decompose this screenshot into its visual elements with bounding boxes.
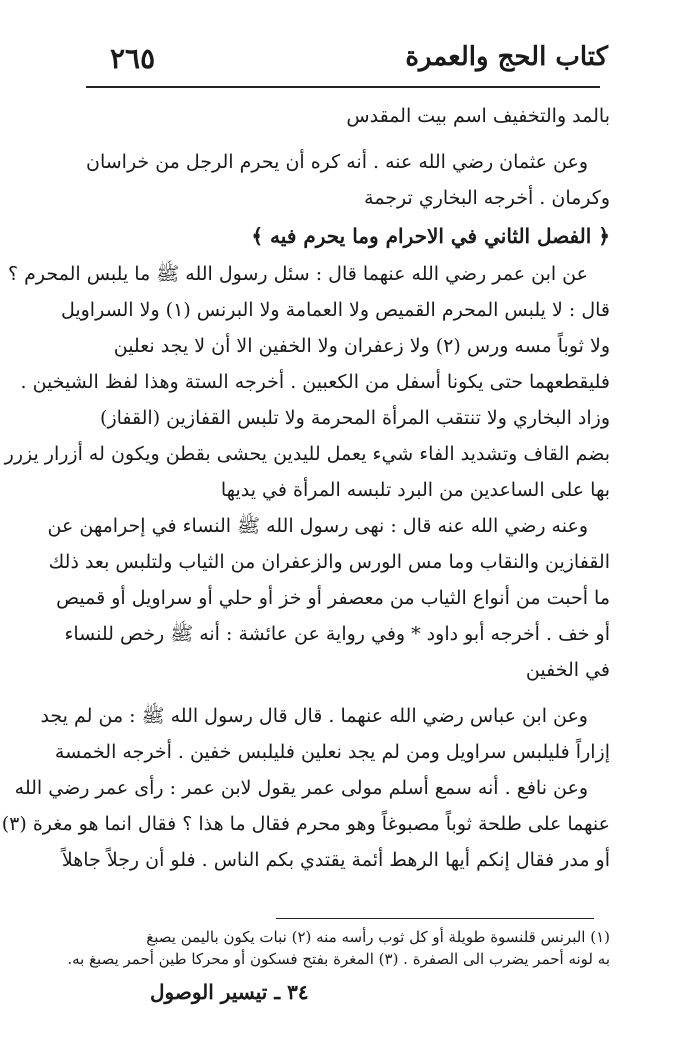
text-line: وزاد البخاري ولا تنتقب المرأة المحرمة ولا تلبس القفازين (القفاز) — [100, 407, 610, 429]
signature-mark: ٣٤ ـ تيسير الوصول — [150, 980, 309, 1004]
text-line: ولا ثوباً مسه ورس (٢) ولا زعفران ولا الخفين الا أن لا يجد نعلين — [113, 335, 610, 357]
main-text — [1, 98, 610, 878]
footnotes — [67, 926, 610, 970]
text-line: وكرمان . أخرجه البخاري ترجمة — [364, 187, 610, 209]
text-line: وعنه رضي الله عنه قال : نهى رسول الله ﷺ النساء في إحرامهن عن — [47, 515, 588, 537]
footnote-line: به لونه أحمر يضرب الى الصفرة . (٣) المغرة بفتح فسكون أو محركا طين أحمر يصبغ به. — [67, 950, 610, 968]
text-line: فليقطعهما حتى يكونا أسفل من الكعبين . أخرجه الستة وهذا لفظ الشيخين . — [20, 371, 610, 393]
text-line: وعن ابن عباس رضي الله عنهما . قال قال رسول الله ﷺ : من لم يجد — [40, 705, 588, 727]
text-line: قال : لا يلبس المحرم القميص ولا العمامة ولا البرنس (١) ولا السراويل — [60, 299, 610, 321]
text-line: إزاراً فليلبس سراويل ومن لم يجد نعلين فليلبس خفين . أخرجه الخمسة — [54, 741, 610, 763]
running-title: كتاب الحج والعمرة — [405, 42, 608, 72]
text-line: ما أحبت من أنواع الثياب من معصفر أو خز أو حلي أو سراويل أو قميص — [56, 587, 610, 609]
footnote-line: (١) البرنس قلنسوة طويلة أو كل ثوب رأسه منه (٢) نبات يكون باليمن يصبغ — [146, 928, 610, 946]
text-line: في الخفين — [525, 659, 610, 681]
text-line: وعن عثمان رضي الله عنه . أنه كره أن يحرم الرجل من خراسان — [86, 151, 588, 173]
text-line: القفازين والنقاب وما مس الورس والزعفران من الثياب ولتلبس بعد ذلك — [48, 551, 610, 573]
text-line: عنهما على طلحة ثوباً مصبوغاً وهو محرم فقال ما هذا ؟ فقال انما هو مغرة (٣) — [1, 813, 610, 835]
page-header — [80, 38, 608, 84]
text-line: بضم القاف وتشديد الفاء شيء يعمل لليدين يحشى بقطن ويكون له أزرار يزرر — [4, 443, 610, 465]
section-heading: ﴿ الفصل الثاني في الاحرام وما يحرم فيه ﴾ — [251, 224, 610, 248]
text-line: بالمد والتخفيف اسم بيت المقدس — [346, 105, 610, 127]
text-line: وعن نافع . أنه سمع أسلم مولى عمر يقول لابن عمر : رأى عمر رضي الله — [14, 777, 588, 799]
page-number: ٢٦٥ — [110, 42, 156, 75]
text-line: أو مدر فقال إنكم أيها الرهط أئمة يقتدي بكم الناس . فلو أن رجلاً جاهلاً — [61, 849, 610, 871]
text-line: بها على الساعدين من البرد تلبسه المرأة في يديها — [220, 479, 610, 501]
text-line: أو خف . أخرجه أبو داود * وفي رواية عن عائشة : أنه ﷺ رخص للنساء — [64, 623, 610, 645]
footnote-rule — [276, 918, 594, 919]
header-rule — [86, 86, 600, 88]
text-line: عن ابن عمر رضي الله عنهما قال : سئل رسول الله ﷺ ما يلبس المحرم ؟ — [7, 263, 588, 285]
